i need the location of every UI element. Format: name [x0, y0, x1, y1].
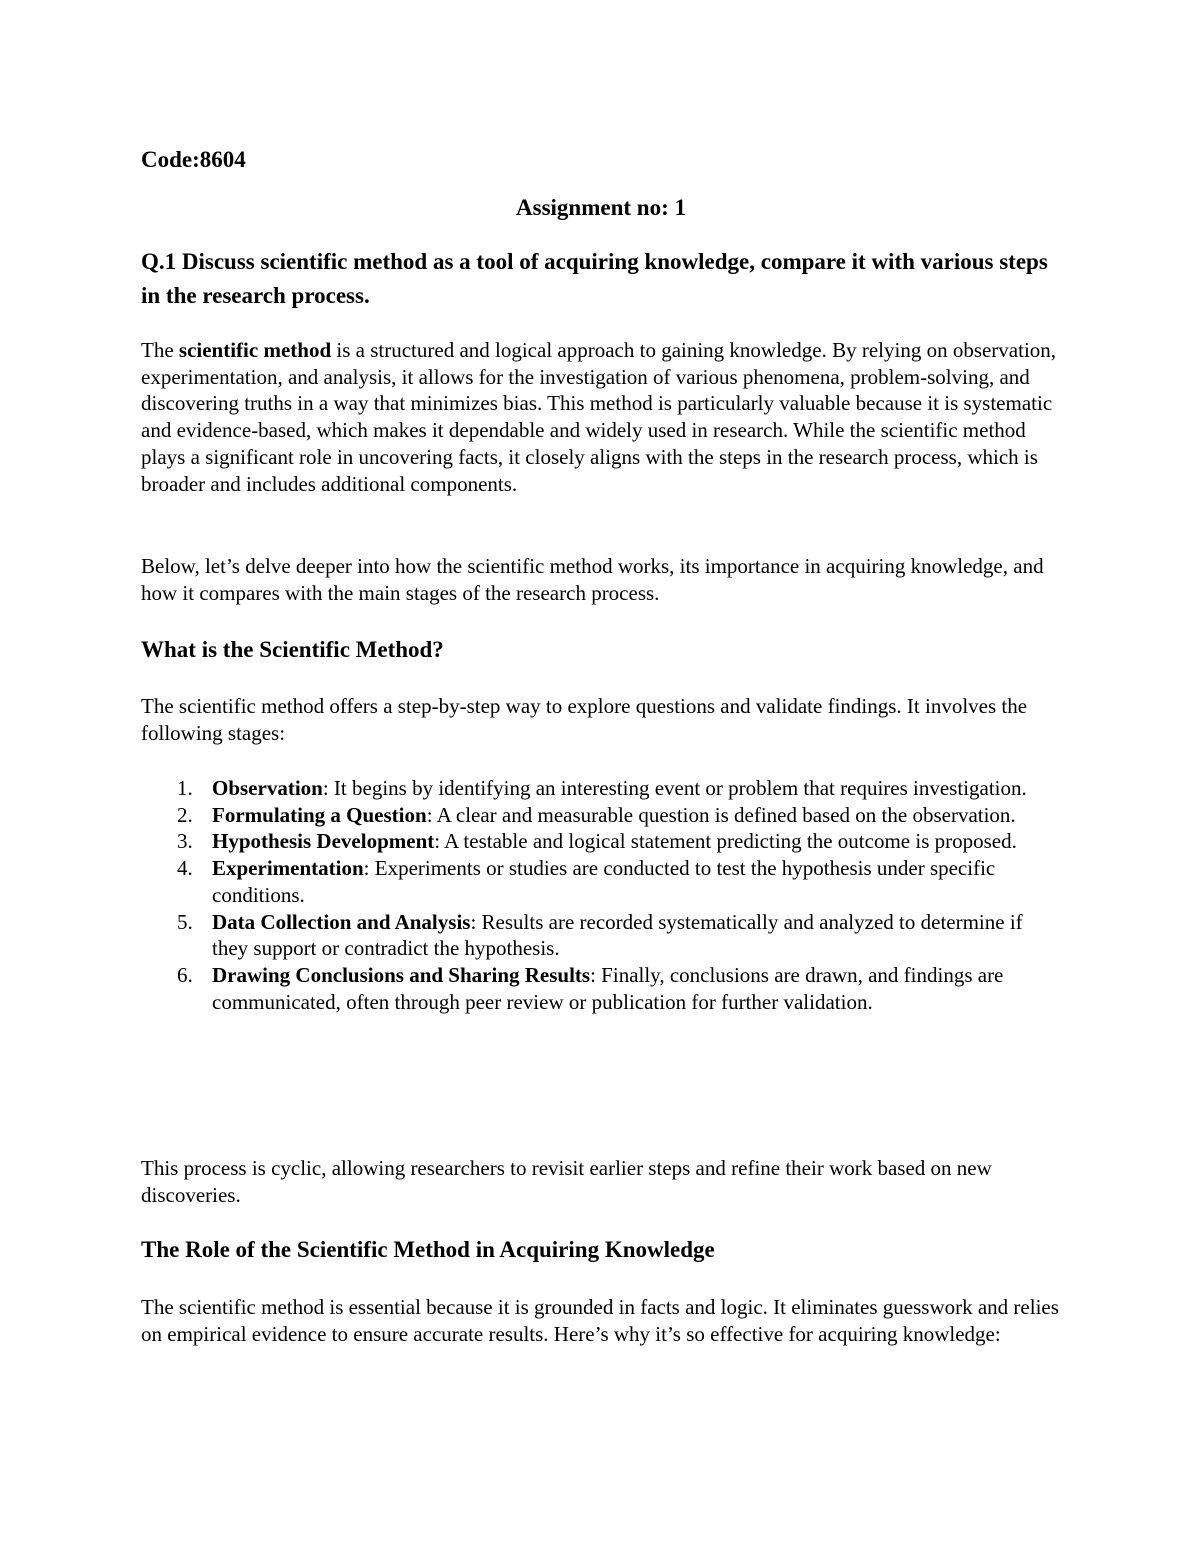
list-number: 2.	[177, 802, 193, 827]
section1-closing: This process is cyclic, allowing researchers to revisit earlier steps and refine their work based on new discoveries.	[141, 1156, 992, 1207]
list-item	[141, 775, 1061, 802]
list-item	[141, 962, 1061, 1015]
intro-rest: is a structured and logical approach to gaining knowledge. By relying on observation, experimentation, and analysis, it allows for the investigation of various phenomena, problem-solving, and discovering truths in a way that minimizes bias. This method is particularly valuable because it is systematic and evidence-based, which makes it dependable and widely used in research. While the scientific method plays a significant role in uncovering facts, it closely aligns with the steps in the research process, which is broader and includes additional components.	[141, 338, 1057, 496]
section2-intro: The scientific method is essential because it is grounded in facts and logic. It eliminates guesswork and relies on empirical evidence to ensure accurate results. Here’s why it’s so effective for acquiring knowledge:	[141, 1295, 1059, 1346]
list-item	[141, 828, 1061, 855]
below-paragraph: Below, let’s delve deeper into how the scientific method works, its importance in acquiring knowledge, and how it compares with the main stages of the research process.	[141, 554, 1044, 605]
section-heading-what-is: What is the Scientific Method?	[141, 637, 444, 662]
step-term: Hypothesis Development	[212, 829, 435, 854]
question-heading: Q.1 Discuss scientific method as a tool of acquiring knowledge, compare it with various steps in the research process.	[141, 249, 1048, 308]
list-number: 1.	[177, 776, 193, 800]
list-number: 4.	[177, 856, 193, 881]
step-term: Observation	[212, 776, 323, 800]
step-term: Drawing Conclusions and Sharing Results	[212, 962, 591, 987]
step-text: : A clear and measurable question is defined based on the observation.	[426, 802, 1016, 827]
step-text: : Finally, conclusions are drawn, and findings are communicated, often through peer review or publication for further validation.	[212, 962, 1004, 1014]
assignment-title: Assignment no: 1	[516, 195, 686, 220]
list-number: 3.	[177, 829, 193, 854]
step-term: Experimentation	[212, 856, 364, 881]
step-term: Formulating a Question	[212, 802, 427, 827]
intro-bold-term: scientific method	[178, 338, 332, 362]
step-text: : It begins by identifying an interesting event or problem that requires investigation.	[322, 776, 1027, 800]
list-item	[141, 855, 1061, 908]
list-item	[141, 802, 1061, 829]
steps-list	[141, 775, 1061, 1015]
step-text: : Experiments or studies are conducted to test the hypothesis under specific conditions.	[212, 856, 996, 907]
step-text: : Results are recorded systematically and analyzed to determine if they support or contradict the hypothesis.	[212, 909, 1023, 961]
section-heading-role: The Role of the Scientific Method in Acquiring Knowledge	[141, 1237, 715, 1262]
step-term: Data Collection and Analysis	[212, 909, 471, 934]
list-item	[141, 909, 1061, 962]
list-number: 6.	[177, 962, 193, 987]
step-text: : A testable and logical statement predicting the outcome is proposed.	[434, 829, 1017, 854]
course-code: Code:8604	[141, 147, 246, 172]
intro-paragraph	[141, 337, 1061, 497]
list-number: 5.	[177, 909, 193, 934]
section1-intro: The scientific method offers a step-by-step way to explore questions and validate findings. It involves the following stages:	[141, 694, 1028, 745]
intro-prefix: The	[141, 338, 179, 362]
